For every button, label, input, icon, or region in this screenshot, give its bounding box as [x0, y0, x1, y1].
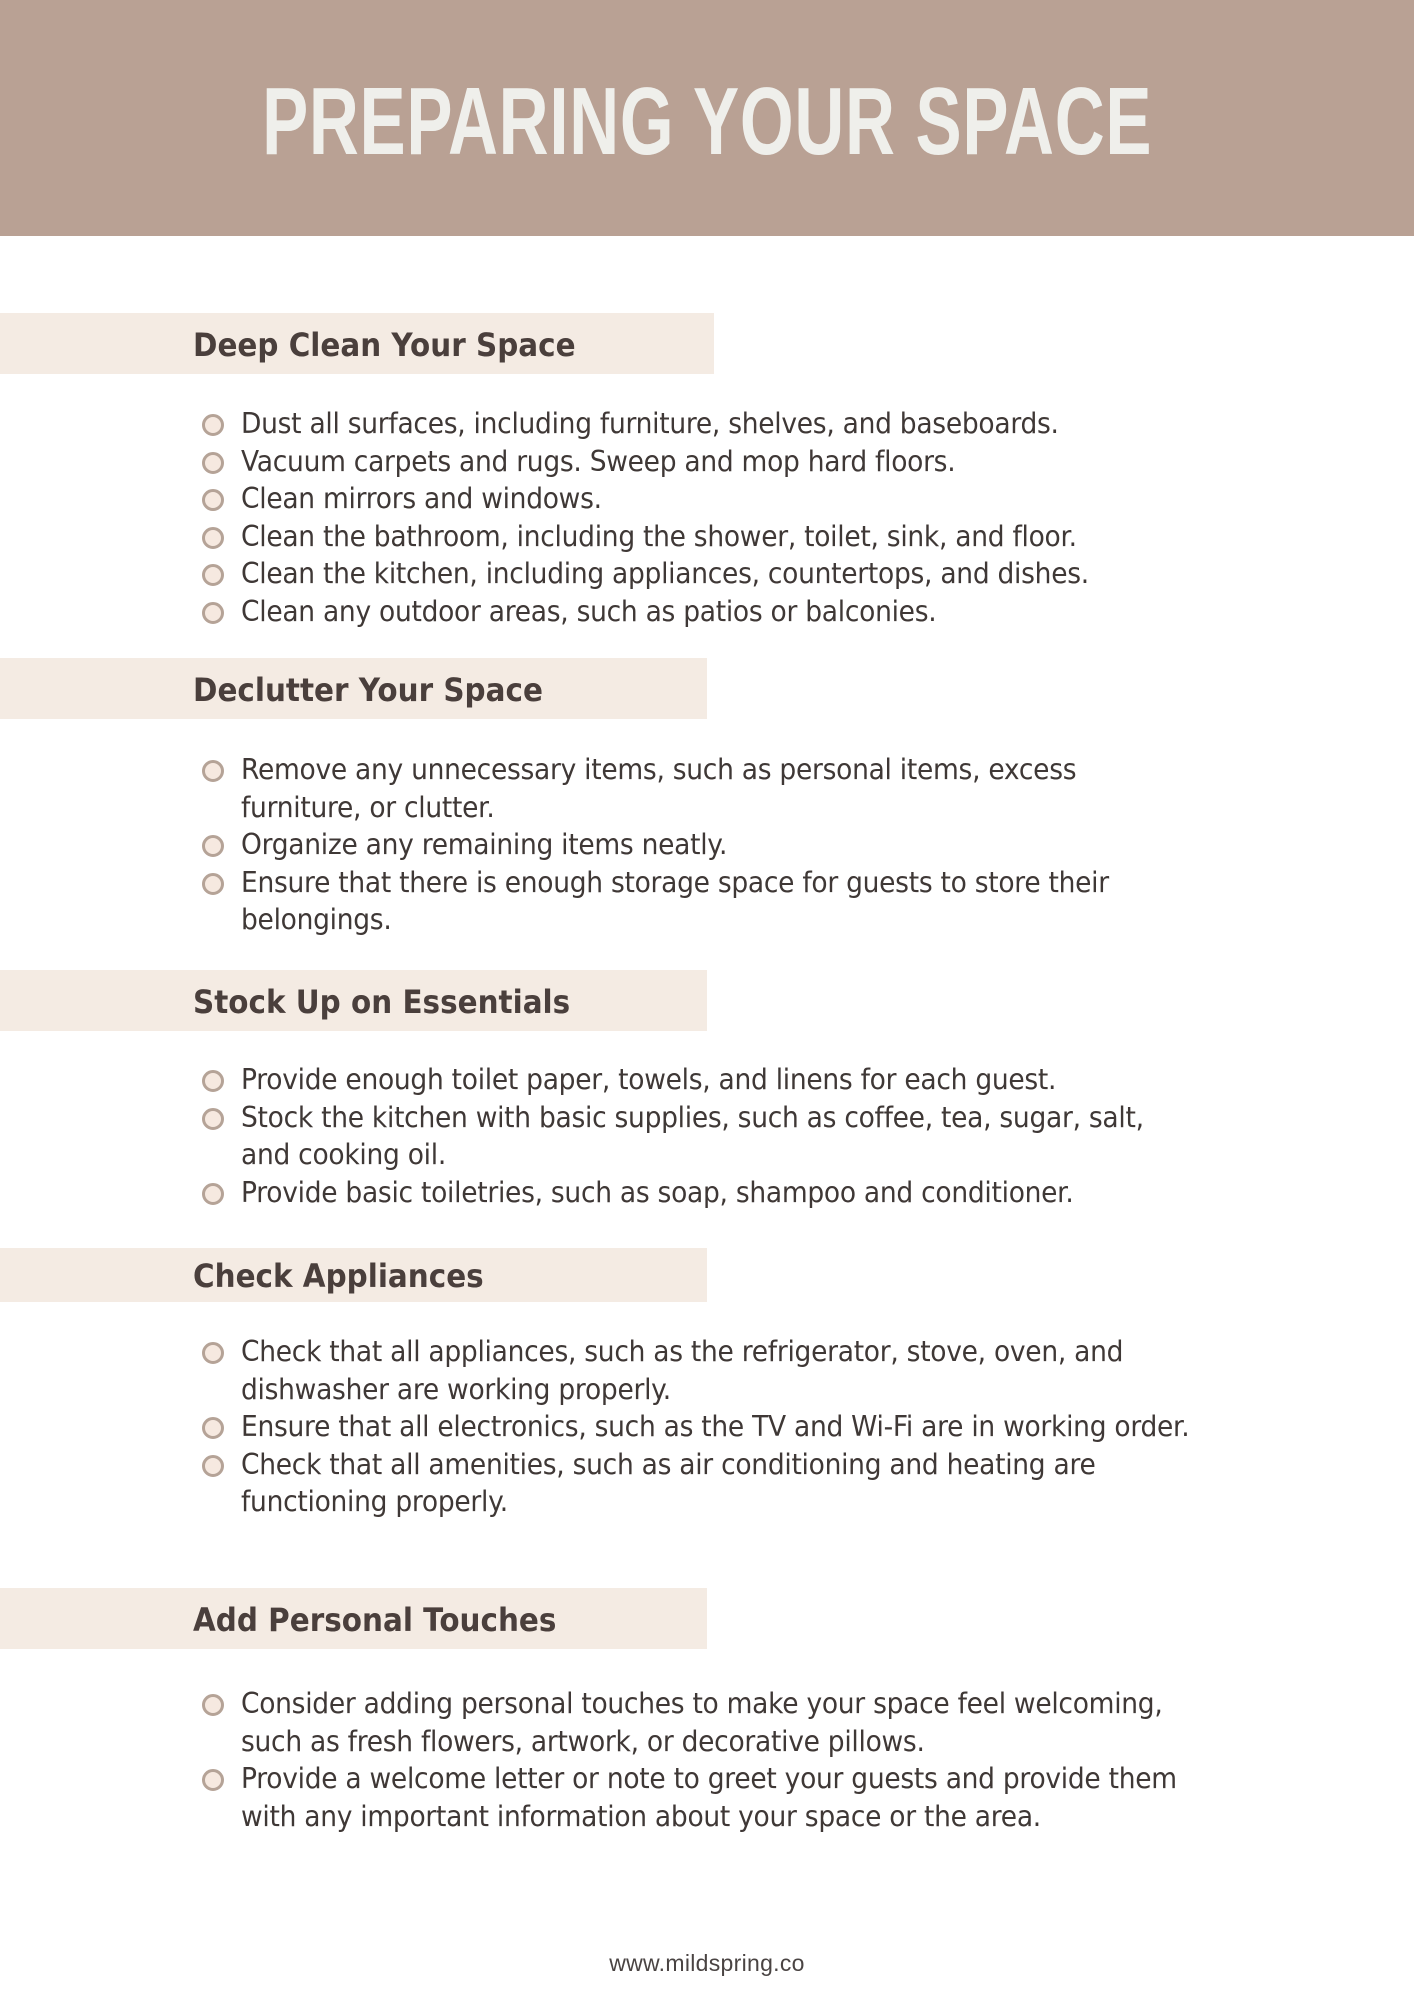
checkbox-circle-icon[interactable]: [202, 489, 224, 511]
checklist: [0, 1061, 1201, 1211]
checklist-item-text: Provide a welcome letter or note to greet your guests and provide them with any important information about your space or the area.: [241, 1762, 1177, 1833]
checklist-item-text: Provide enough toilet paper, towels, and linens for each guest.: [241, 1063, 1057, 1096]
checklist-item-text: Organize any remaining items neatly.: [241, 828, 728, 861]
checkbox-circle-icon[interactable]: [202, 564, 224, 586]
checkbox-circle-icon[interactable]: [202, 760, 224, 782]
checkbox-circle-icon[interactable]: [202, 1694, 224, 1716]
checklist: [0, 751, 1201, 939]
section-heading: Deep Clean Your Space: [193, 326, 576, 364]
checklist-item-text: Vacuum carpets and rugs. Sweep and mop hard floors.: [241, 444, 956, 478]
page-title: PREPARING YOUR SPACE: [261, 68, 1153, 175]
checklist-item-text: Check that all appliances, such as the refrigerator, stove, oven, and dishwasher are working properly.: [241, 1335, 1124, 1406]
checklist: [0, 1685, 1201, 1835]
checklist-item: [0, 518, 1201, 556]
checkbox-circle-icon[interactable]: [202, 873, 224, 895]
checklist-item-text: Clean the kitchen, including appliances, countertops, and dishes.: [241, 557, 1089, 590]
checkbox-circle-icon[interactable]: [202, 1108, 224, 1130]
checklist-item: [0, 751, 1201, 826]
checklist: [0, 1333, 1201, 1521]
footer-website: www.mildspring.co: [609, 1950, 805, 1976]
checklist-item-text: Ensure that there is enough storage space for guests to store their belongings.: [241, 865, 1109, 936]
checklist-item-text: Stock the kitchen with basic supplies, such as coffee, tea, sugar, salt, and cooking oil.: [241, 1100, 1144, 1171]
checkbox-circle-icon[interactable]: [202, 414, 224, 436]
checklist-item: [0, 1333, 1201, 1408]
checkbox-circle-icon[interactable]: [202, 1183, 224, 1205]
checkbox-circle-icon[interactable]: [202, 1455, 224, 1477]
checklist-item: [0, 480, 1201, 518]
checkbox-circle-icon[interactable]: [202, 527, 224, 549]
checklist-item: [0, 1446, 1201, 1521]
checklist-item-text: Clean any outdoor areas, such as patios or balconies.: [241, 594, 937, 628]
checklist-item: [0, 555, 1201, 593]
checklist-item-text: Check that all amenities, such as air conditioning and heating are functioning properly.: [241, 1447, 1096, 1518]
section-heading: Declutter Your Space: [193, 671, 543, 709]
checkbox-circle-icon[interactable]: [202, 1070, 224, 1092]
checkbox-circle-icon[interactable]: [202, 835, 224, 857]
checklist-item-text: Clean the bathroom, including the shower, toilet, sink, and floor.: [241, 519, 1077, 553]
checklist-item: [0, 443, 1201, 481]
section-heading: Add Personal Touches: [193, 1601, 557, 1639]
section-heading: Check Appliances: [193, 1257, 484, 1295]
checklist-item-text: Consider adding personal touches to make your space feel welcoming, such as fresh flowers, artwork, or decorative pillows.: [241, 1687, 1163, 1758]
checklist-item-text: Ensure that all electronics, such as the TV and Wi-Fi are in working order.: [241, 1410, 1190, 1443]
checklist-item: [0, 593, 1201, 631]
checklist-item-text: Clean mirrors and windows.: [241, 482, 602, 515]
checkbox-circle-icon[interactable]: [202, 1769, 224, 1791]
checklist-item: [0, 1760, 1201, 1835]
checkbox-circle-icon[interactable]: [202, 452, 224, 474]
checklist-item: [0, 405, 1201, 443]
checklist: [0, 405, 1201, 630]
checkbox-circle-icon[interactable]: [202, 1417, 224, 1439]
checkbox-circle-icon[interactable]: [202, 602, 224, 624]
title-banner: [0, 0, 1414, 236]
checklist-item-text: Provide basic toiletries, such as soap, shampoo and conditioner.: [241, 1175, 1074, 1209]
checklist-item-text: Dust all surfaces, including furniture, shelves, and baseboards.: [241, 407, 1059, 440]
checklist-item: [0, 864, 1201, 939]
checklist-item: [0, 1685, 1201, 1760]
checklist-item: [0, 1099, 1201, 1174]
checklist-item: [0, 1174, 1201, 1212]
checklist-item: [0, 826, 1201, 864]
section-heading: Stock Up on Essentials: [193, 983, 571, 1021]
checklist-item: [0, 1061, 1201, 1099]
checklist-item-text: Remove any unnecessary items, such as personal items, excess furniture, or clutter.: [241, 753, 1077, 824]
checkbox-circle-icon[interactable]: [202, 1342, 224, 1364]
checklist-item: [0, 1408, 1201, 1446]
